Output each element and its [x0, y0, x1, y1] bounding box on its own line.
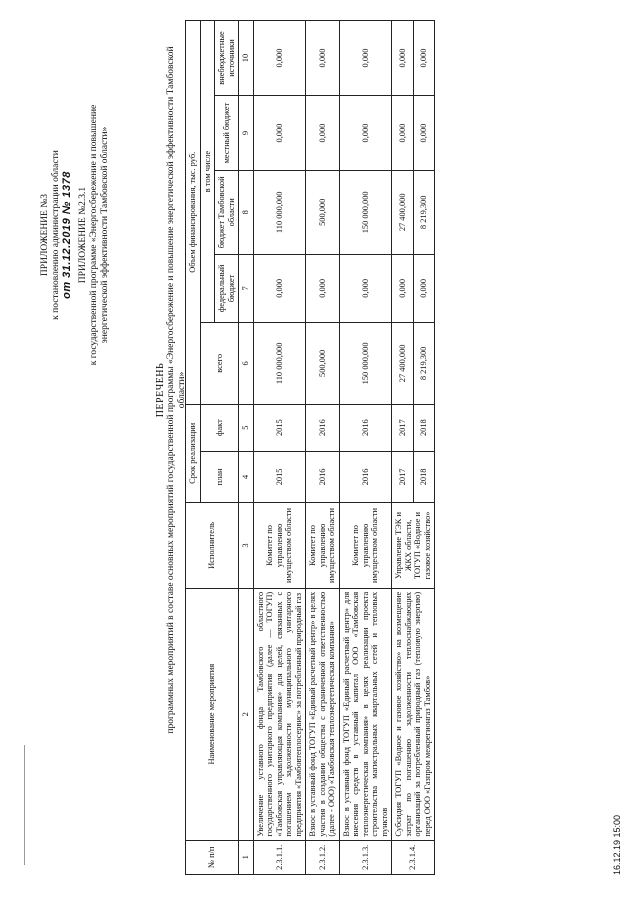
row-federal: 0,000 — [339, 254, 392, 323]
appendix-2-3-1-header — [78, 75, 111, 395]
row-total: 27 400,000 — [392, 323, 414, 404]
top-rule — [24, 745, 25, 865]
colnum: 5 — [239, 404, 254, 451]
appendix-2-3-1-title: ПРИЛОЖЕНИЕ №2.3.1 — [78, 186, 88, 284]
row-offbudget: 0,000 — [392, 21, 414, 96]
row-plan: 2018 — [413, 451, 435, 502]
header-row-1 — [186, 21, 201, 875]
header-incl: в том числе — [200, 21, 215, 323]
header-offbudget: внебюджетные источники — [215, 21, 239, 96]
row-local: 0,000 — [392, 96, 414, 171]
row-federal: 0,000 — [413, 254, 435, 323]
appendix-3-title: ПРИЛОЖЕНИЕ №3 — [40, 193, 50, 277]
colnum: 9 — [239, 96, 254, 171]
row-total: 150 000,000 — [339, 323, 392, 404]
row-local: 0,000 — [306, 96, 340, 171]
header-total: всего — [200, 323, 239, 404]
row-executor: Комитет по управлению имуществом области — [253, 503, 306, 589]
appendix-3-to: к постановлению администрации области — [51, 150, 61, 320]
table-row — [306, 21, 340, 875]
appendix-2-3-1-line2: энергетической эффективности Тамбовской области» — [100, 126, 110, 344]
row-plan: 2015 — [253, 451, 306, 502]
header-fact: факт — [200, 404, 239, 451]
row-num: 2.3.1.2. — [306, 840, 340, 874]
table-row — [253, 21, 306, 875]
row-total: 8 219,300 — [413, 323, 435, 404]
row-plan: 2016 — [306, 451, 340, 502]
document-title — [155, 45, 188, 735]
row-federal: 0,000 — [306, 254, 340, 323]
table-row — [339, 21, 392, 875]
measures-table — [185, 20, 435, 875]
colnum: 8 — [239, 171, 254, 255]
row-executor: Комитет по управлению имуществом области — [339, 503, 392, 589]
row-local: 0,000 — [339, 96, 392, 171]
appendix-2-3-1-line1: к государственной программе «Энергосбережение и повышение — [89, 104, 99, 366]
header-regional: бюджет Тамбовской области — [215, 171, 239, 255]
column-numbers-row — [239, 21, 254, 875]
row-regional: 150 000,000 — [339, 171, 392, 255]
colnum: 3 — [239, 503, 254, 589]
row-num: 2.3.1.4. — [392, 840, 435, 874]
header-executor: Исполнитель — [186, 503, 239, 589]
row-fact: 2018 — [413, 404, 435, 451]
row-offbudget: 0,000 — [339, 21, 392, 96]
row-offbudget: 0,000 — [253, 21, 306, 96]
row-name: Увеличение уставного фонда Тамбовского областного государственного унитарного предприятия (далее — ТОГУП) «Тамбовская управляющая компания» для целей, связанных с погашением задолженности муниципального унитарного предприятия «Тамбовтеплосервис» за потребленный природный газ — [253, 588, 306, 840]
row-num: 2.3.1.1. — [253, 840, 306, 874]
row-local: 0,000 — [253, 96, 306, 171]
row-federal: 0,000 — [253, 254, 306, 323]
row-name: Взнос в уставный фонд ТОГУП «Единый расчетный центр» для внесения средств в уставный капитал ООО «Тамбовская теплоэнергетическая компания» в целях реализации проекта строительства магистральных квартальных сетей и тепловых пунктов — [339, 588, 392, 840]
colnum: 6 — [239, 323, 254, 404]
header-plan: план — [200, 451, 239, 502]
row-name: Взнос в уставный фонд ТОГУП «Единый расчетный центр» в целях участия в создании общества с ограниченной ответственностью (далее - ООО) «Тамбовская теплоэнергетическая компания» — [306, 588, 340, 840]
row-num: 2.3.1.3. — [339, 840, 392, 874]
row-fact: 2016 — [306, 404, 340, 451]
row-name: Субсидия ТОГУП «Водное и газовое хозяйство» на возмещение затрат по погашению задолженности теплоснабжающих организаций за потребленный природный газ (тепловую энергию) перед ООО «Газпром межрегионгаз Тамбов» — [392, 588, 435, 840]
row-fact: 2016 — [339, 404, 392, 451]
row-executor: Управление ТЭК и ЖКХ области, ТОГУП «Водное и газовое хозяйство» — [392, 503, 435, 589]
row-fact: 2015 — [253, 404, 306, 451]
colnum: 7 — [239, 254, 254, 323]
document-title-main: ПЕРЕЧЕНЬ — [155, 362, 166, 418]
row-offbudget: 0,000 — [306, 21, 340, 96]
header-num: № п/п — [186, 840, 239, 874]
row-regional: 110 000,000 — [253, 171, 306, 255]
header-federal: федеральный бюджет — [215, 254, 239, 323]
row-fact: 2017 — [392, 404, 414, 451]
colnum: 4 — [239, 451, 254, 502]
table-row — [392, 21, 414, 875]
colnum: 1 — [239, 840, 254, 874]
appendix-3-header — [40, 85, 73, 385]
row-plan: 2017 — [392, 451, 414, 502]
colnum: 10 — [239, 21, 254, 96]
header-name: Наименование мероприятия — [186, 588, 239, 840]
colnum: 2 — [239, 588, 254, 840]
row-federal: 0,000 — [392, 254, 414, 323]
header-funding: Объем финансирования, тыс. руб. — [186, 21, 201, 405]
row-offbudget: 0,000 — [413, 21, 435, 96]
header-term: Срок реализации — [186, 404, 201, 503]
row-regional: 27 400,000 — [392, 171, 414, 255]
row-regional: 500,000 — [306, 171, 340, 255]
row-total: 110 000,000 — [253, 323, 306, 404]
header-local: местный бюджет — [215, 96, 239, 171]
row-executor: Комитет по управлению имуществом области — [306, 503, 340, 589]
row-plan: 2016 — [339, 451, 392, 502]
row-regional: 8 219,300 — [413, 171, 435, 255]
document-title-sub: программных мероприятий в составе основных мероприятий государственной программы «Энергосбережение и повышение энергетической эффективности Тамбовской области» — [166, 46, 187, 734]
print-timestamp: 16.12.19 15:00 — [612, 814, 622, 875]
row-total: 500,000 — [306, 323, 340, 404]
row-local: 0,000 — [413, 96, 435, 171]
appendix-3-date: от 31.12.2019 № 1378 — [61, 171, 73, 299]
